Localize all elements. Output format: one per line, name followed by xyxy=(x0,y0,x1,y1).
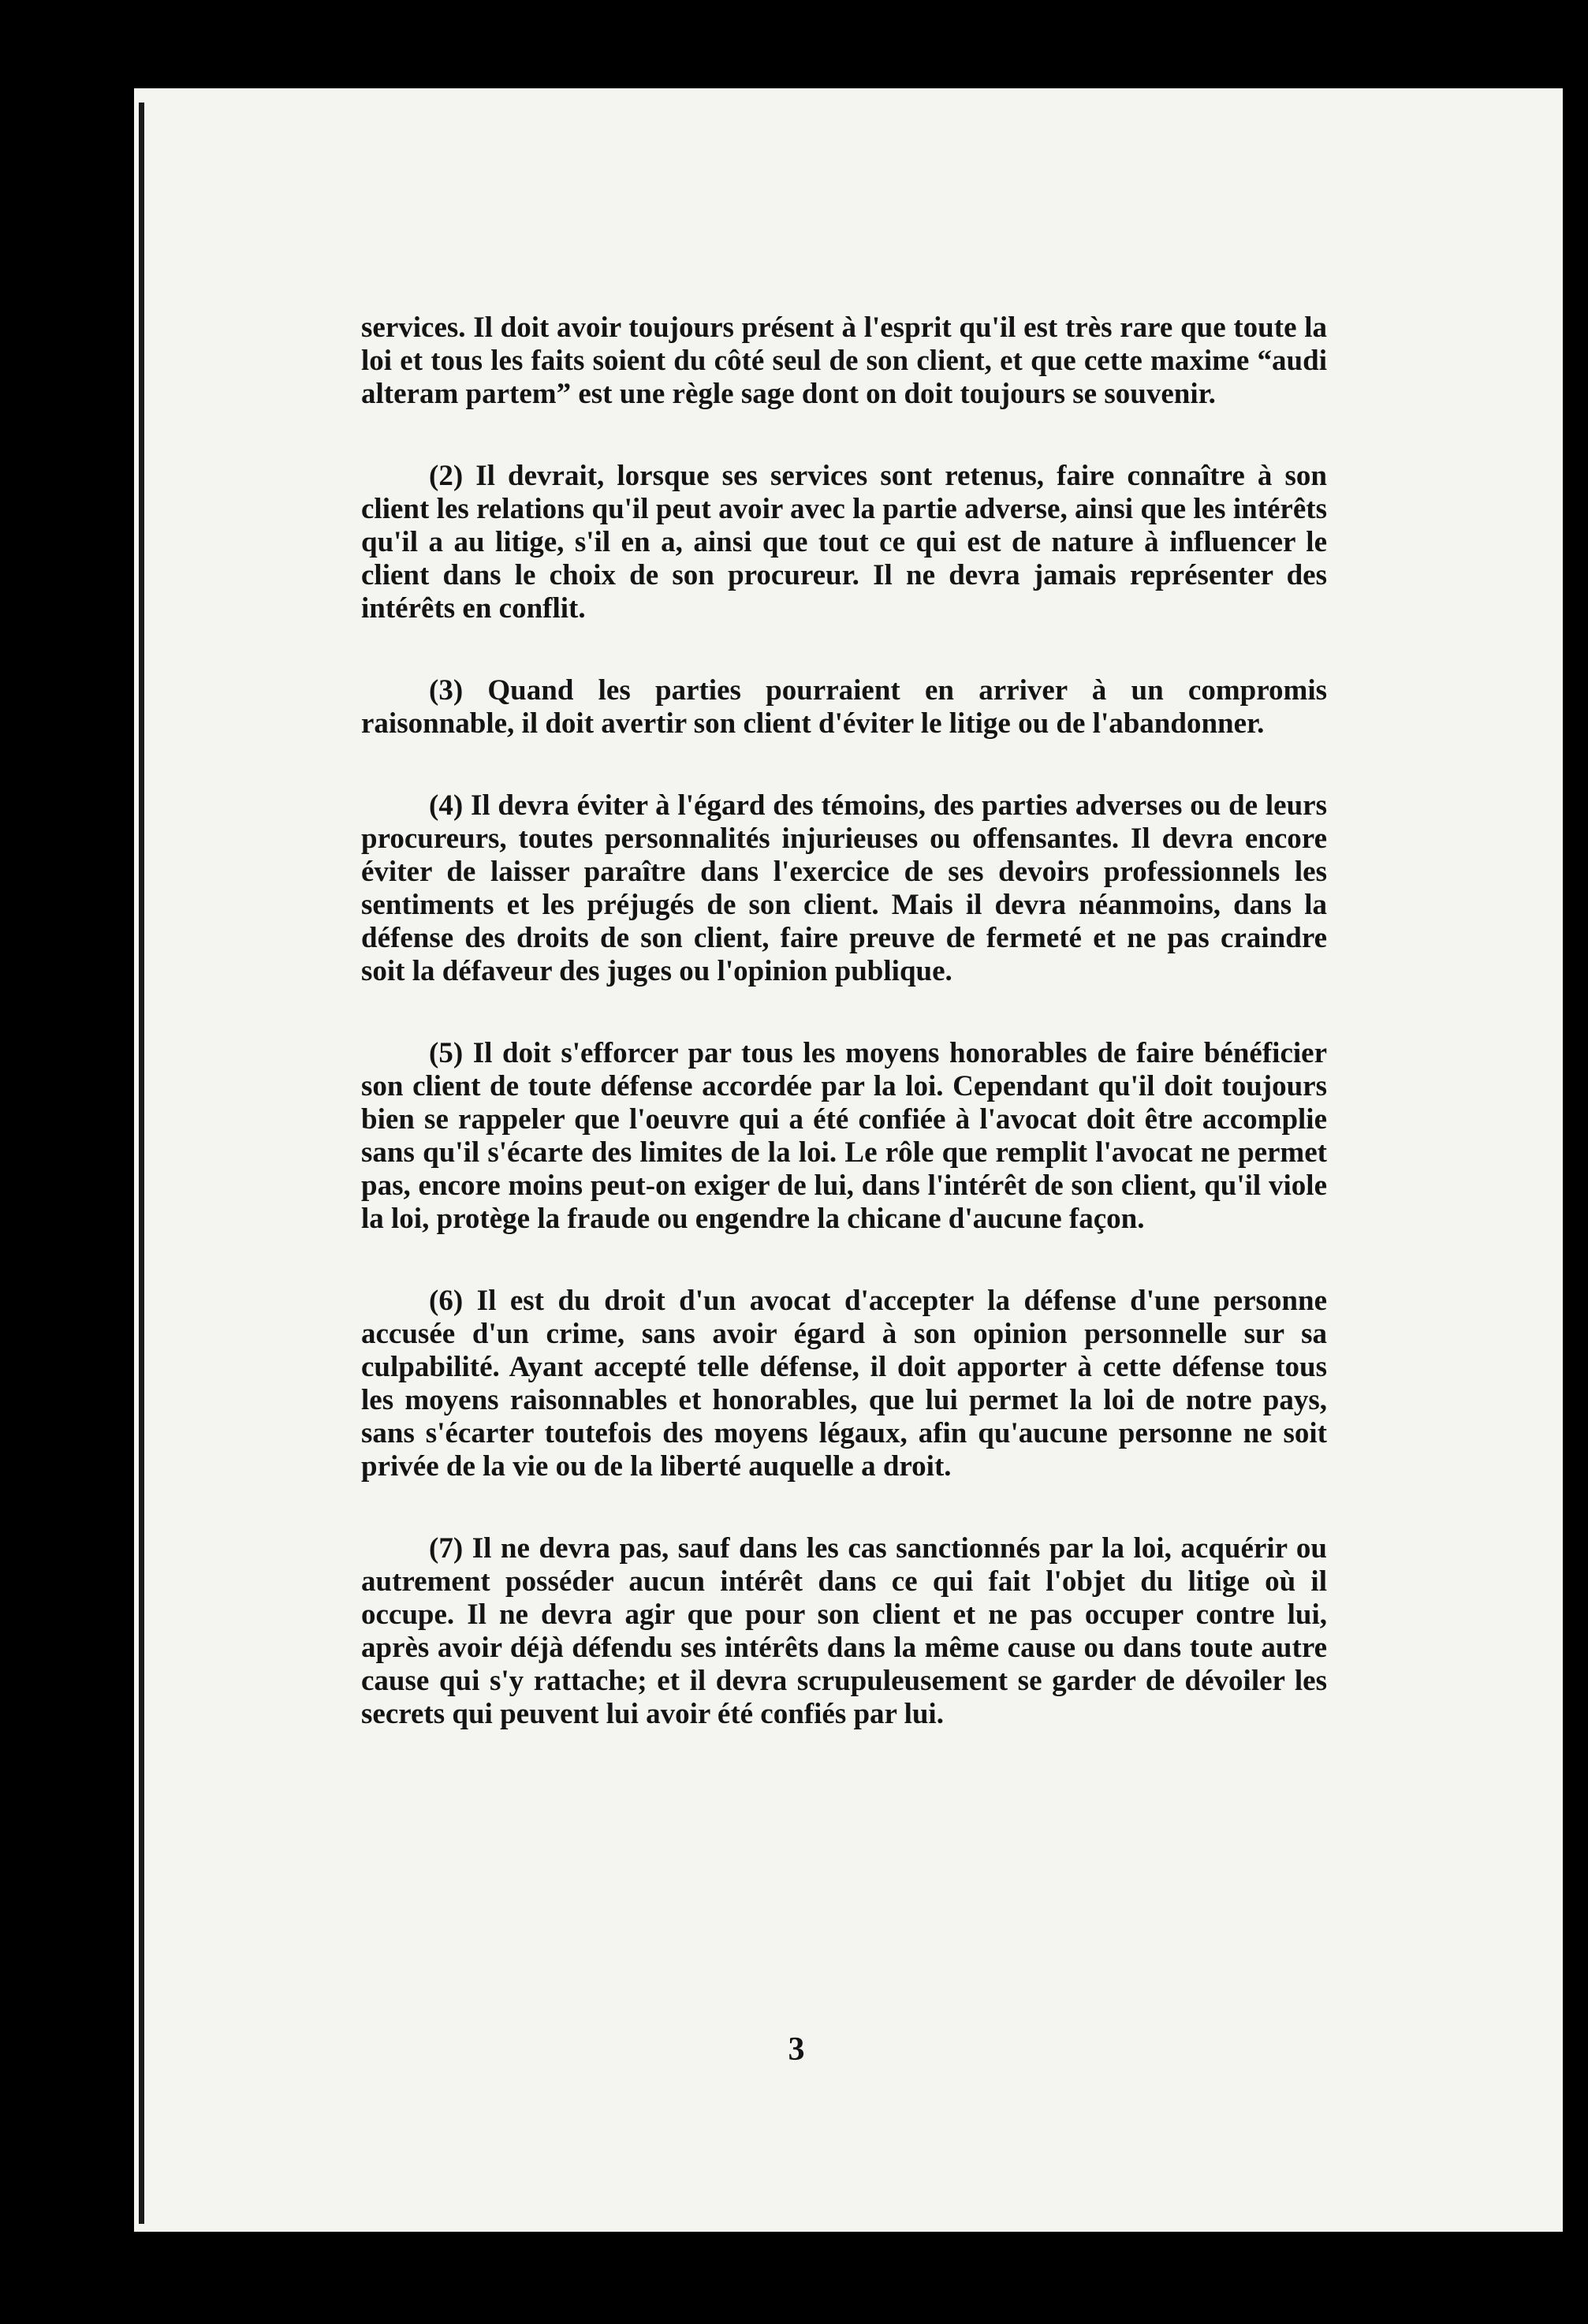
page-number: 3 xyxy=(788,2031,805,2068)
paragraph-continuation: services. Il doit avoir toujours présent à l'esprit qu'il est très rare que toute la loi et tous les faits soient du côté seul de son client, et que cette maxime “audi alteram partem” est une règle sage dont on doit toujours se souvenir. xyxy=(361,311,1327,410)
document-body xyxy=(361,311,1327,1731)
page-margin-rule xyxy=(139,103,144,2224)
paragraph-5: (5) Il doit s'efforcer par tous les moyens honorables de faire bénéficier son client de toute défense accordée par la loi. Cependant qu'il doit toujours bien se rappeler que l'oeuvre qui a été confiée à l'avocat doit être accomplie sans qu'il s'écarte des limites de la loi. Le rôle que remplit l'avocat ne permet pas, encore moins peut-on exiger de lui, dans l'intérêt de son client, qu'il viole la loi, protège la fraude ou engendre la chicane d'aucune façon. xyxy=(361,1037,1327,1235)
paragraph-3: (3) Quand les parties pourraient en arriver à un compromis raisonnable, il doit avertir son client d'éviter le litige ou de l'abandonner. xyxy=(361,674,1327,740)
paragraph-4: (4) Il devra éviter à l'égard des témoins, des parties adverses ou de leurs procureurs, toutes personnalités injurieuses ou offensantes. Il devra encore éviter de laisser paraître dans l'exercice de ses devoirs professionnels les sentiments et les préjugés de son client. Mais il devra néanmoins, dans la défense des droits de son client, faire preuve de fermeté et ne pas craindre soit la défaveur des juges ou l'opinion publique. xyxy=(361,789,1327,987)
paragraph-2: (2) Il devrait, lorsque ses services sont retenus, faire connaître à son client les relations qu'il peut avoir avec la partie adverse, ainsi que les intérêts qu'il a au litige, s'il en a, ainsi que tout ce qui est de nature à influencer le client dans le choix de son procureur. Il ne devra jamais représenter des intérêts en conflit. xyxy=(361,460,1327,625)
paragraph-7: (7) Il ne devra pas, sauf dans les cas sanctionnés par la loi, acquérir ou autrement posséder aucun intérêt dans ce qui fait l'objet du litige où il occupe. Il ne devra agir que pour son client et ne pas occuper contre lui, après avoir déjà défendu ses intérêts dans la même cause ou dans toute autre cause qui s'y rattache; et il devra scrupuleusement se garder de dévoiler les secrets qui peuvent lui avoir été confiés par lui. xyxy=(361,1532,1327,1730)
paragraph-6: (6) Il est du droit d'un avocat d'accepter la défense d'une personne accusée d'un crime, sans avoir égard à son opinion personnelle sur sa culpabilité. Ayant accepté telle défense, il doit apporter à cette défense tous les moyens raisonnables et honorables, que lui permet la loi de notre pays, sans s'écarter toutefois des moyens légaux, afin qu'aucune personne ne soit privée de la vie ou de la liberté auquelle a droit. xyxy=(361,1285,1327,1483)
